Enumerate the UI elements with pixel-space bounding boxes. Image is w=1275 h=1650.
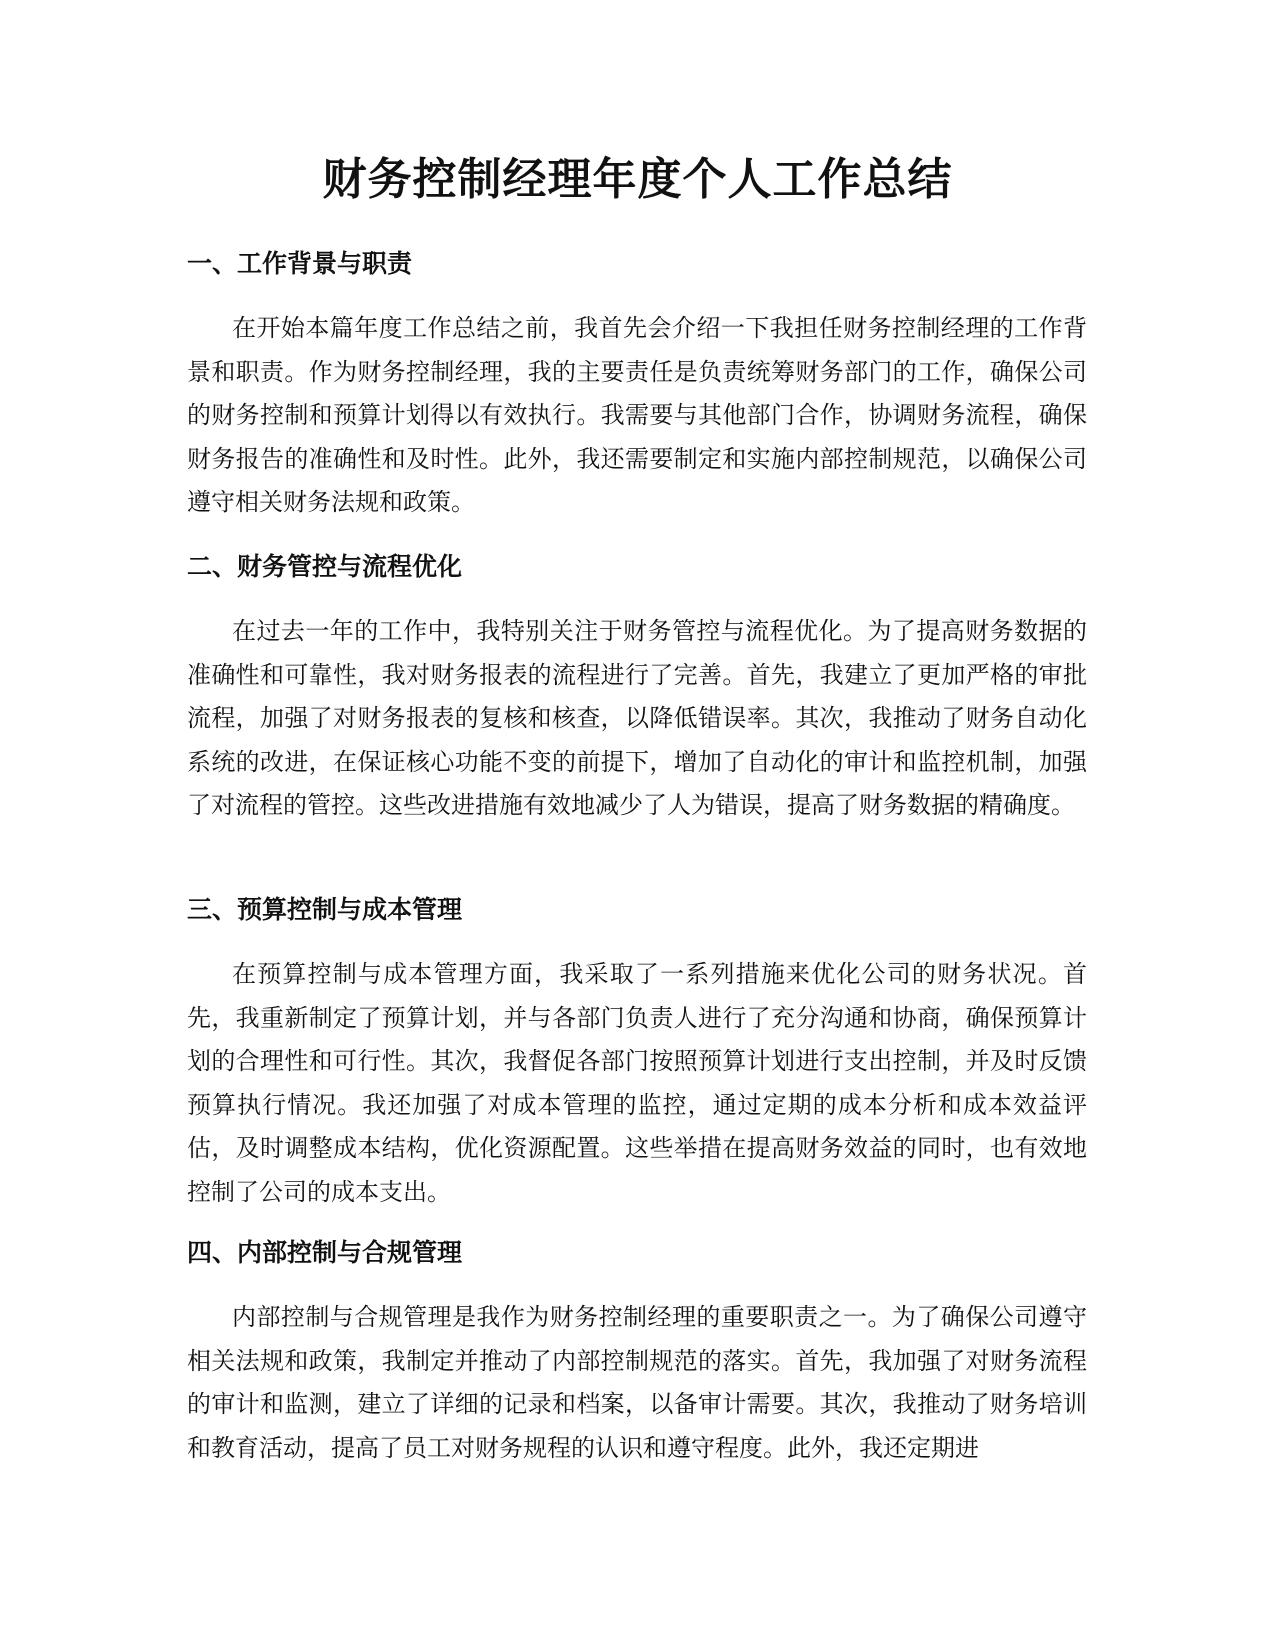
section-heading-1: 一、工作背景与职责 <box>187 249 413 278</box>
section-body-3: 在预算控制与成本管理方面，我采取了一系列措施来优化公司的财务状况。首先，我重新制定了预算计划，并与各部门负责人进行了充分沟通和协商，确保预算计划的合理性和可行性。其次，我督促各部门按照预算计划进行支出控制，并及时反馈预算执行情况。我还加强了对成本管理的监控，通过定期的成本分析和成本效益评估，及时调整成本结构，优化资源配置。这些举措在提高财务效益的同时，也有效地控制了公司的成本支出。 <box>187 960 1087 1206</box>
section-heading-4: 四、内部控制与合规管理 <box>187 1238 463 1267</box>
section-body-2: 在过去一年的工作中，我特别关注于财务管控与流程优化。为了提高财务数据的准确性和可靠性，我对财务报表的流程进行了完善。首先，我建立了更加严格的审批流程，加强了对财务报表的复核和核查，以降低错误率。其次，我推动了财务自动化系统的改进，在保证核心功能不变的前提下，增加了自动化的审计和监控机制，加强了对流程的管控。这些改进措施有效地减少了人为错误，提高了财务数据的精确度。 <box>187 617 1087 819</box>
page-title: 财务控制经理年度个人工作总结 <box>322 154 953 205</box>
section-body-4: 内部控制与合规管理是我作为财务控制经理的重要职责之一。为了确保公司遵守相关法规和政策，我制定并推动了内部控制规范的落实。首先，我加强了对财务流程的审计和监测，建立了详细的记录和档案，以备审计需要。其次，我推动了财务培训和教育活动，提高了员工对财务规程的认识和遵守程度。此外，我还定期进 <box>187 1303 1087 1462</box>
section-heading-2: 二、财务管控与流程优化 <box>187 552 463 581</box>
section-body-1: 在开始本篇年度工作总结之前，我首先会介绍一下我担任财务控制经理的工作背景和职责。作为财务控制经理，我的主要责任是负责统筹财务部门的工作，确保公司的财务控制和预算计划得以有效执行。我需要与其他部门合作，协调财务流程，确保财务报告的准确性和及时性。此外，我还需要制定和实施内部控制规范，以确保公司遵守相关财务法规和政策。 <box>187 314 1087 516</box>
section-heading-3: 三、预算控制与成本管理 <box>187 895 463 924</box>
